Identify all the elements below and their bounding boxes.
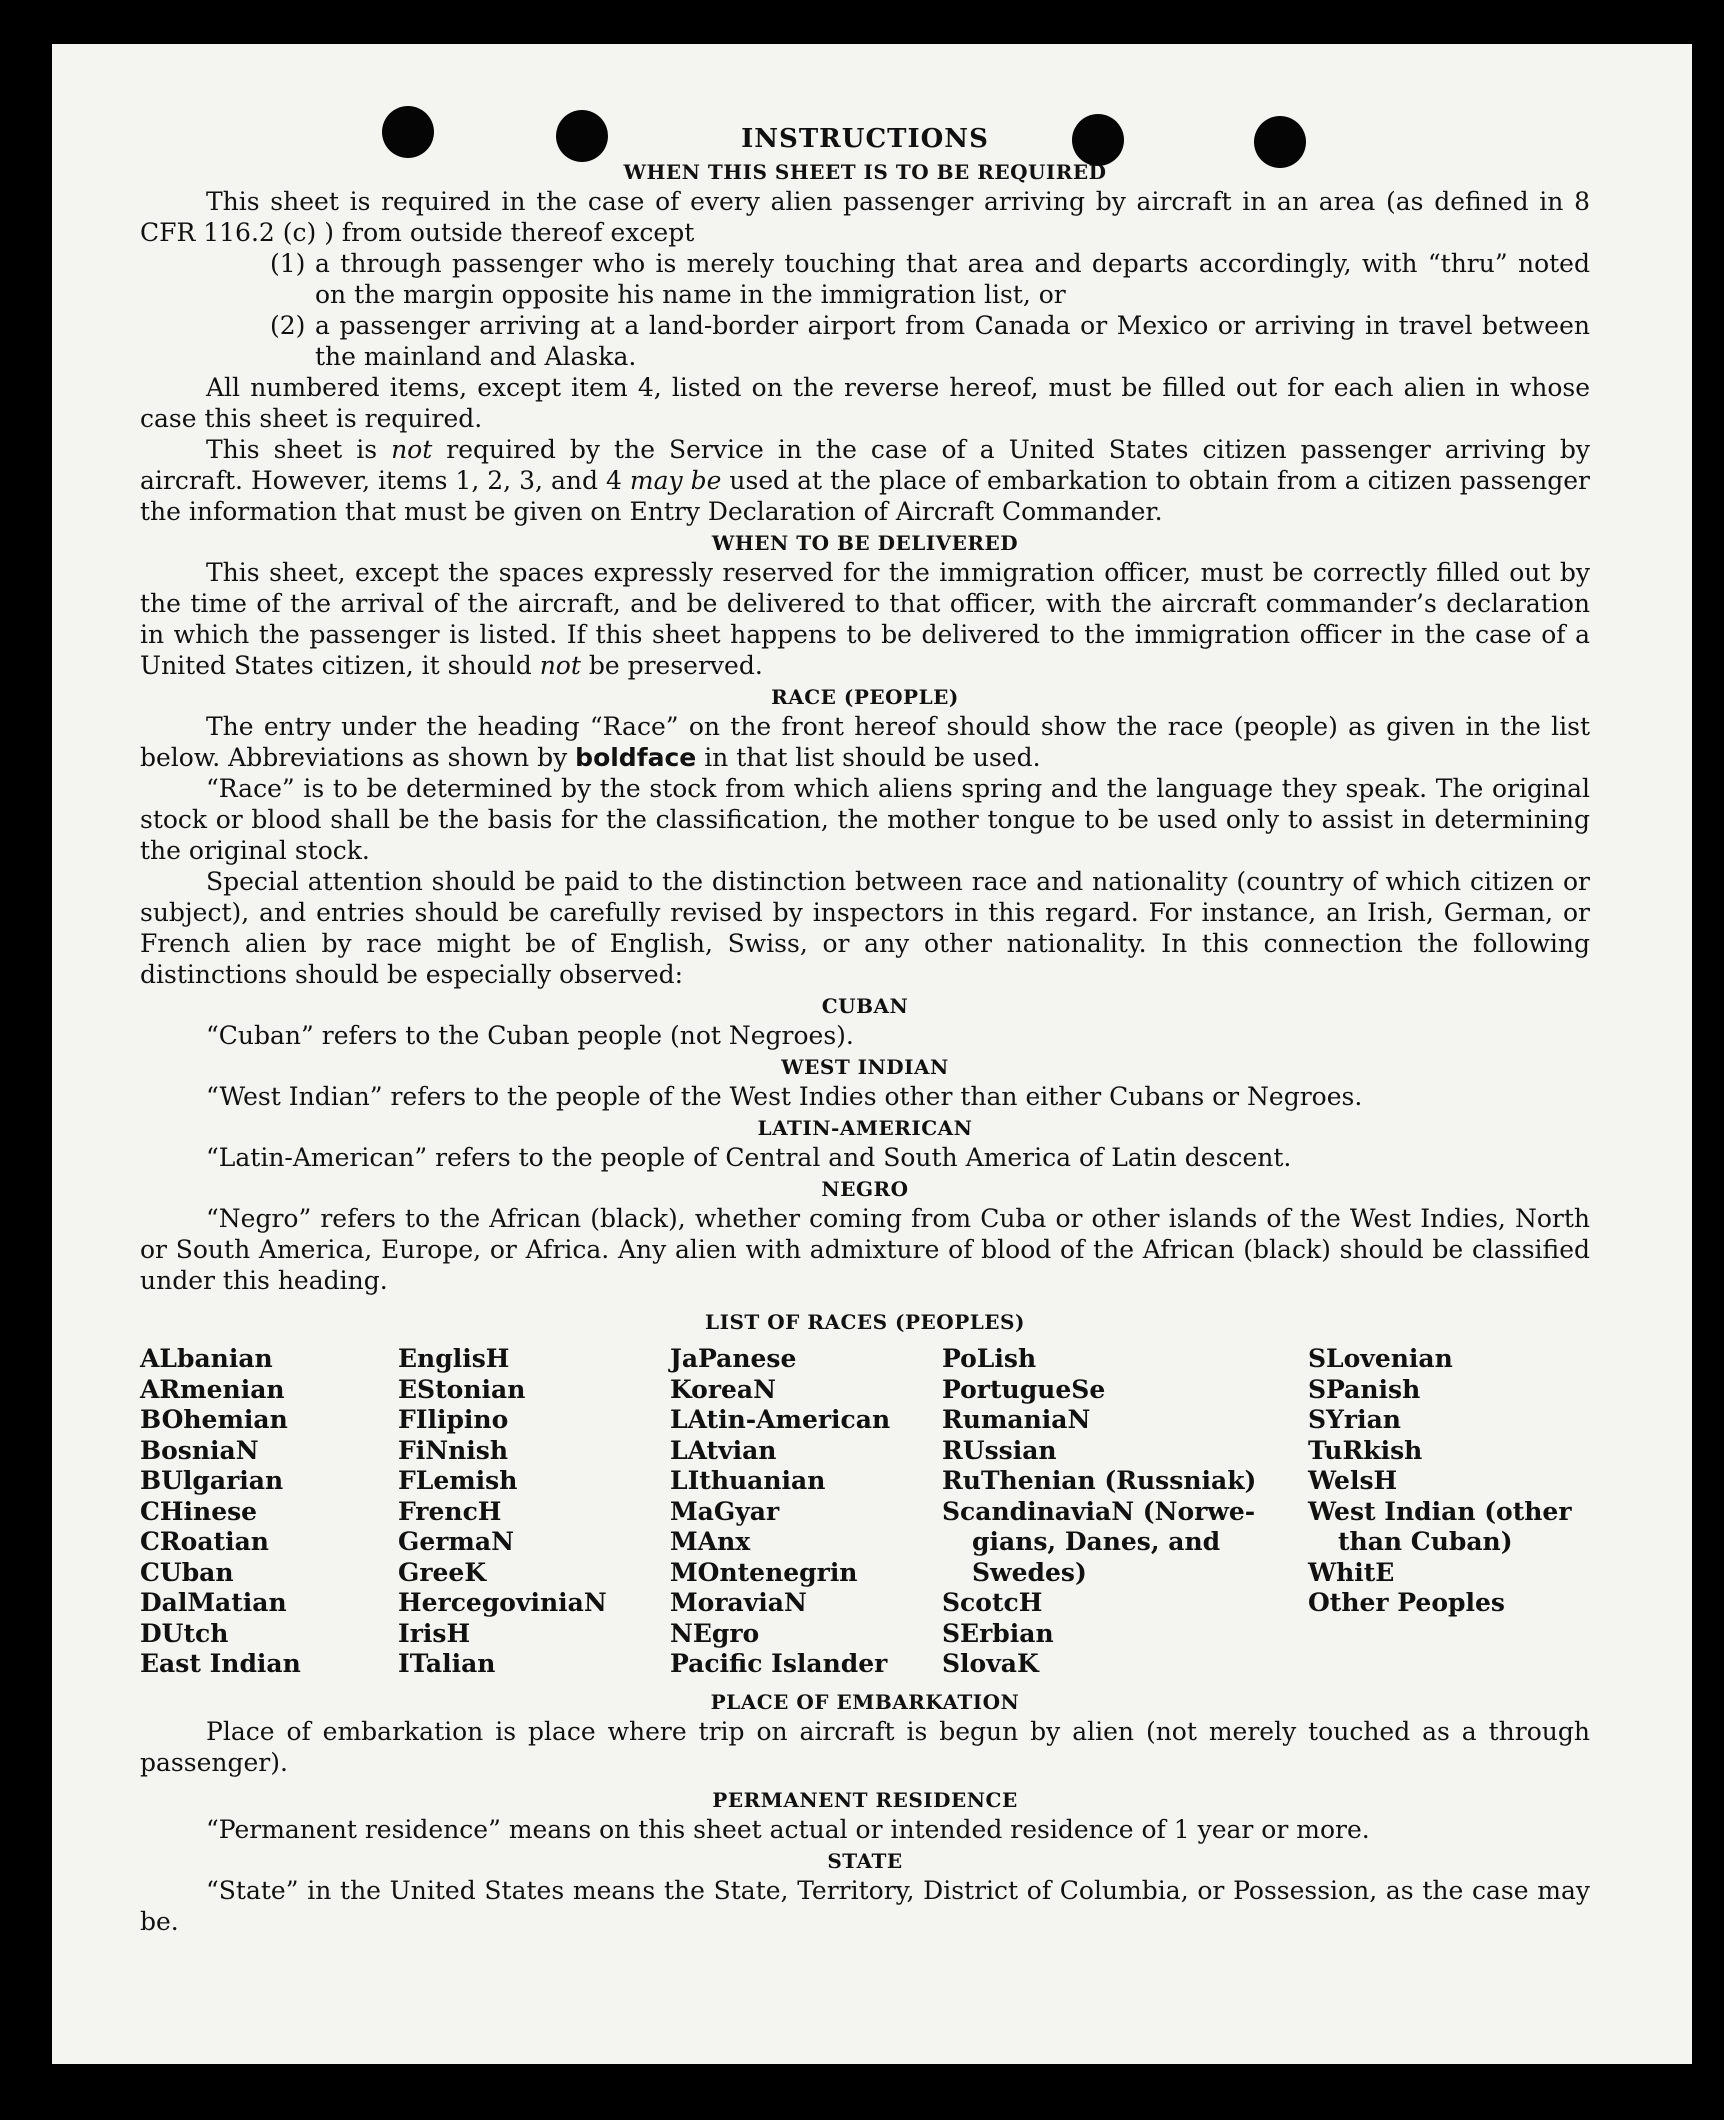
race-entry: LAtvian	[670, 1435, 777, 1465]
document-sheet	[52, 44, 1692, 2064]
race-entry: PoLish	[942, 1344, 1037, 1373]
paragraph: All numbered items, except item 4, listed on the reverse hereof, must be filled out for each alien in whose case this sheet is required.	[140, 373, 1590, 433]
race-entry: CHinese	[140, 1496, 258, 1526]
paragraph: “Negro” refers to the African (black), whether coming from Cuba or other islands of the West Indies, North or South America, Europe, or Africa. Any alien with admixture of blood of the African (black) should be classified under this heading.	[140, 1204, 1590, 1295]
race-entry: SLovenian	[1308, 1344, 1453, 1373]
race-entry: ARmenian	[140, 1374, 285, 1404]
list-item: (2) a passenger arriving at a land-border airport from Canada or Mexico or arriving in travel between the mainland and Alaska.	[270, 311, 1590, 371]
paragraph: “State” in the United States means the State, Territory, District of Columbia, or Possession, as the case may be.	[140, 1875, 1590, 1936]
race-entry: PortugueSe	[942, 1374, 1106, 1404]
race-entry: GreeK	[398, 1557, 487, 1587]
instructions-body	[140, 124, 1590, 1937]
race-entry: RuThenian (Russniak)	[942, 1466, 1257, 1495]
section-heading: STATE	[827, 1848, 903, 1873]
section-heading: WEST INDIAN	[781, 1055, 949, 1079]
race-entry: Swedes)	[972, 1557, 1087, 1587]
section-heading: PLACE OF EMBARKATION	[710, 1689, 1020, 1714]
races-column	[398, 1344, 670, 1680]
race-entry: SlovaK	[942, 1649, 1039, 1678]
race-entry: East Indian	[140, 1649, 301, 1678]
paragraph: “Latin-American” refers to the people of Central and South America of Latin descent.	[206, 1143, 1292, 1172]
race-entry: EStonian	[398, 1374, 526, 1404]
race-entry: West Indian (other	[1308, 1496, 1572, 1526]
race-entry: Pacific Islander	[670, 1649, 888, 1678]
race-entry: RumaniaN	[942, 1405, 1091, 1434]
paragraph: “Race” is to be determined by the stock from which aliens spring and the language they speak. The original stock or blood shall be the basis for the classification, the mother tongue to be used only to assist in determining the original stock.	[140, 774, 1590, 865]
list-item: (1) a through passenger who is merely touching that area and departs accordingly, with “thru” noted on the margin opposite his name in the immigration list, or	[270, 249, 1590, 309]
races-table	[140, 1344, 1590, 1680]
race-entry: NEgro	[670, 1618, 760, 1648]
race-entry: FrencH	[398, 1496, 502, 1526]
race-entry: TuRkish	[1308, 1435, 1423, 1465]
race-entry: MoraviaN	[670, 1588, 807, 1617]
paragraph: Place of embarkation is place where trip on aircraft is begun by alien (not merely touched as a through passenger).	[140, 1716, 1590, 1777]
paragraph: The entry under the heading “Race” on the front hereof should show the race (people) as given in the list below. Abbreviations as shown by boldface in that list should be used.	[140, 712, 1590, 772]
race-entry: BUlgarian	[140, 1466, 284, 1495]
race-entry: ScandinaviaN (Norwe-	[942, 1496, 1256, 1526]
race-entry: BosniaN	[140, 1435, 259, 1465]
race-entry: BOhemian	[140, 1405, 288, 1434]
races-column	[670, 1344, 942, 1680]
paragraph: Special attention should be paid to the distinction between race and nationality (country of which citizen or subject), and entries should be carefully revised by inspectors in this regard. For instance, an Irish, German, or French alien by race might be of English, Swiss, or any other nationality. In this connection the following distinctions should be especially observed:	[140, 867, 1590, 989]
race-entry: FIlipino	[398, 1405, 509, 1434]
paragraph: This sheet is required in the case of every alien passenger arriving by aircraft in an area (as defined in 8 CFR 116.2 (c) ) from outside thereof except	[140, 187, 1590, 247]
race-entry: EnglisH	[398, 1344, 510, 1373]
section-heading: WHEN THIS SHEET IS TO BE REQUIRED	[623, 160, 1107, 184]
race-entry: DalMatian	[140, 1588, 287, 1617]
section-heading: RACE (PEOPLE)	[771, 685, 959, 709]
race-entry: RUssian	[942, 1435, 1057, 1465]
race-entry: JaPanese	[670, 1344, 797, 1373]
race-entry: FLemish	[398, 1466, 518, 1495]
races-column	[140, 1344, 398, 1680]
paragraph: “Permanent residence” means on this sheet actual or intended residence of 1 year or more.	[206, 1814, 1370, 1844]
paragraph: This sheet is not required by the Service in the case of a United States citizen passenger arriving by aircraft. However, items 1, 2, 3, and 4 may be used at the place of embarkation to obtain from a citizen passenger the information that must be given on Entry Declaration of Aircraft Commander.	[140, 435, 1591, 526]
race-entry: LAtin-American	[670, 1405, 891, 1434]
race-entry: LIthuanian	[670, 1466, 826, 1495]
page-title: INSTRUCTIONS	[741, 124, 989, 154]
race-entry: SPanish	[1308, 1374, 1421, 1404]
paragraph: “West Indian” refers to the people of the West Indies other than either Cubans or Negroes.	[206, 1082, 1363, 1111]
paragraph: “Cuban” refers to the Cuban people (not Negroes).	[206, 1021, 854, 1050]
race-entry: KoreaN	[670, 1374, 776, 1404]
race-entry: SYrian	[1308, 1405, 1401, 1434]
section-heading: NEGRO	[821, 1177, 909, 1201]
section-heading: LATIN-AMERICAN	[757, 1116, 973, 1140]
race-entry: MAnx	[670, 1527, 751, 1556]
race-entry: IrisH	[398, 1618, 471, 1648]
race-entry: than Cuban)	[1338, 1527, 1513, 1556]
races-column	[1308, 1344, 1578, 1680]
race-entry: MaGyar	[670, 1496, 780, 1526]
race-entry: WhitE	[1308, 1557, 1395, 1587]
races-column	[942, 1344, 1308, 1680]
section-heading: CUBAN	[821, 994, 909, 1018]
race-entry: gians, Danes, and	[972, 1527, 1221, 1556]
paragraph: This sheet, except the spaces expressly reserved for the immigration officer, must be correctly filled out by the time of the arrival of the aircraft, and be delivered to that officer, with the aircraft commander’s declaration in which the passenger is listed. If this sheet happens to be delivered to the immigration officer in the case of a United States citizen, it should not be preserved.	[140, 558, 1590, 680]
race-entry: FiNnish	[398, 1435, 509, 1465]
race-entry: ALbanian	[140, 1344, 273, 1373]
race-entry: Other Peoples	[1308, 1588, 1505, 1617]
section-heading: PERMANENT RESIDENCE	[712, 1787, 1018, 1812]
section-heading: LIST OF RACES (PEOPLES)	[705, 1310, 1025, 1334]
race-entry: DUtch	[140, 1618, 229, 1648]
race-entry: SErbian	[942, 1618, 1054, 1648]
race-entry: ScotcH	[942, 1588, 1043, 1617]
race-entry: WelsH	[1308, 1466, 1398, 1495]
race-entry: GermaN	[398, 1527, 514, 1556]
race-entry: MOntenegrin	[670, 1557, 858, 1587]
section-heading: WHEN TO BE DELIVERED	[711, 531, 1019, 555]
race-entry: CRoatian	[140, 1527, 269, 1556]
race-entry: HercegoviniaN	[398, 1588, 607, 1617]
race-entry: ITalian	[398, 1649, 496, 1678]
race-entry: CUban	[140, 1557, 234, 1587]
